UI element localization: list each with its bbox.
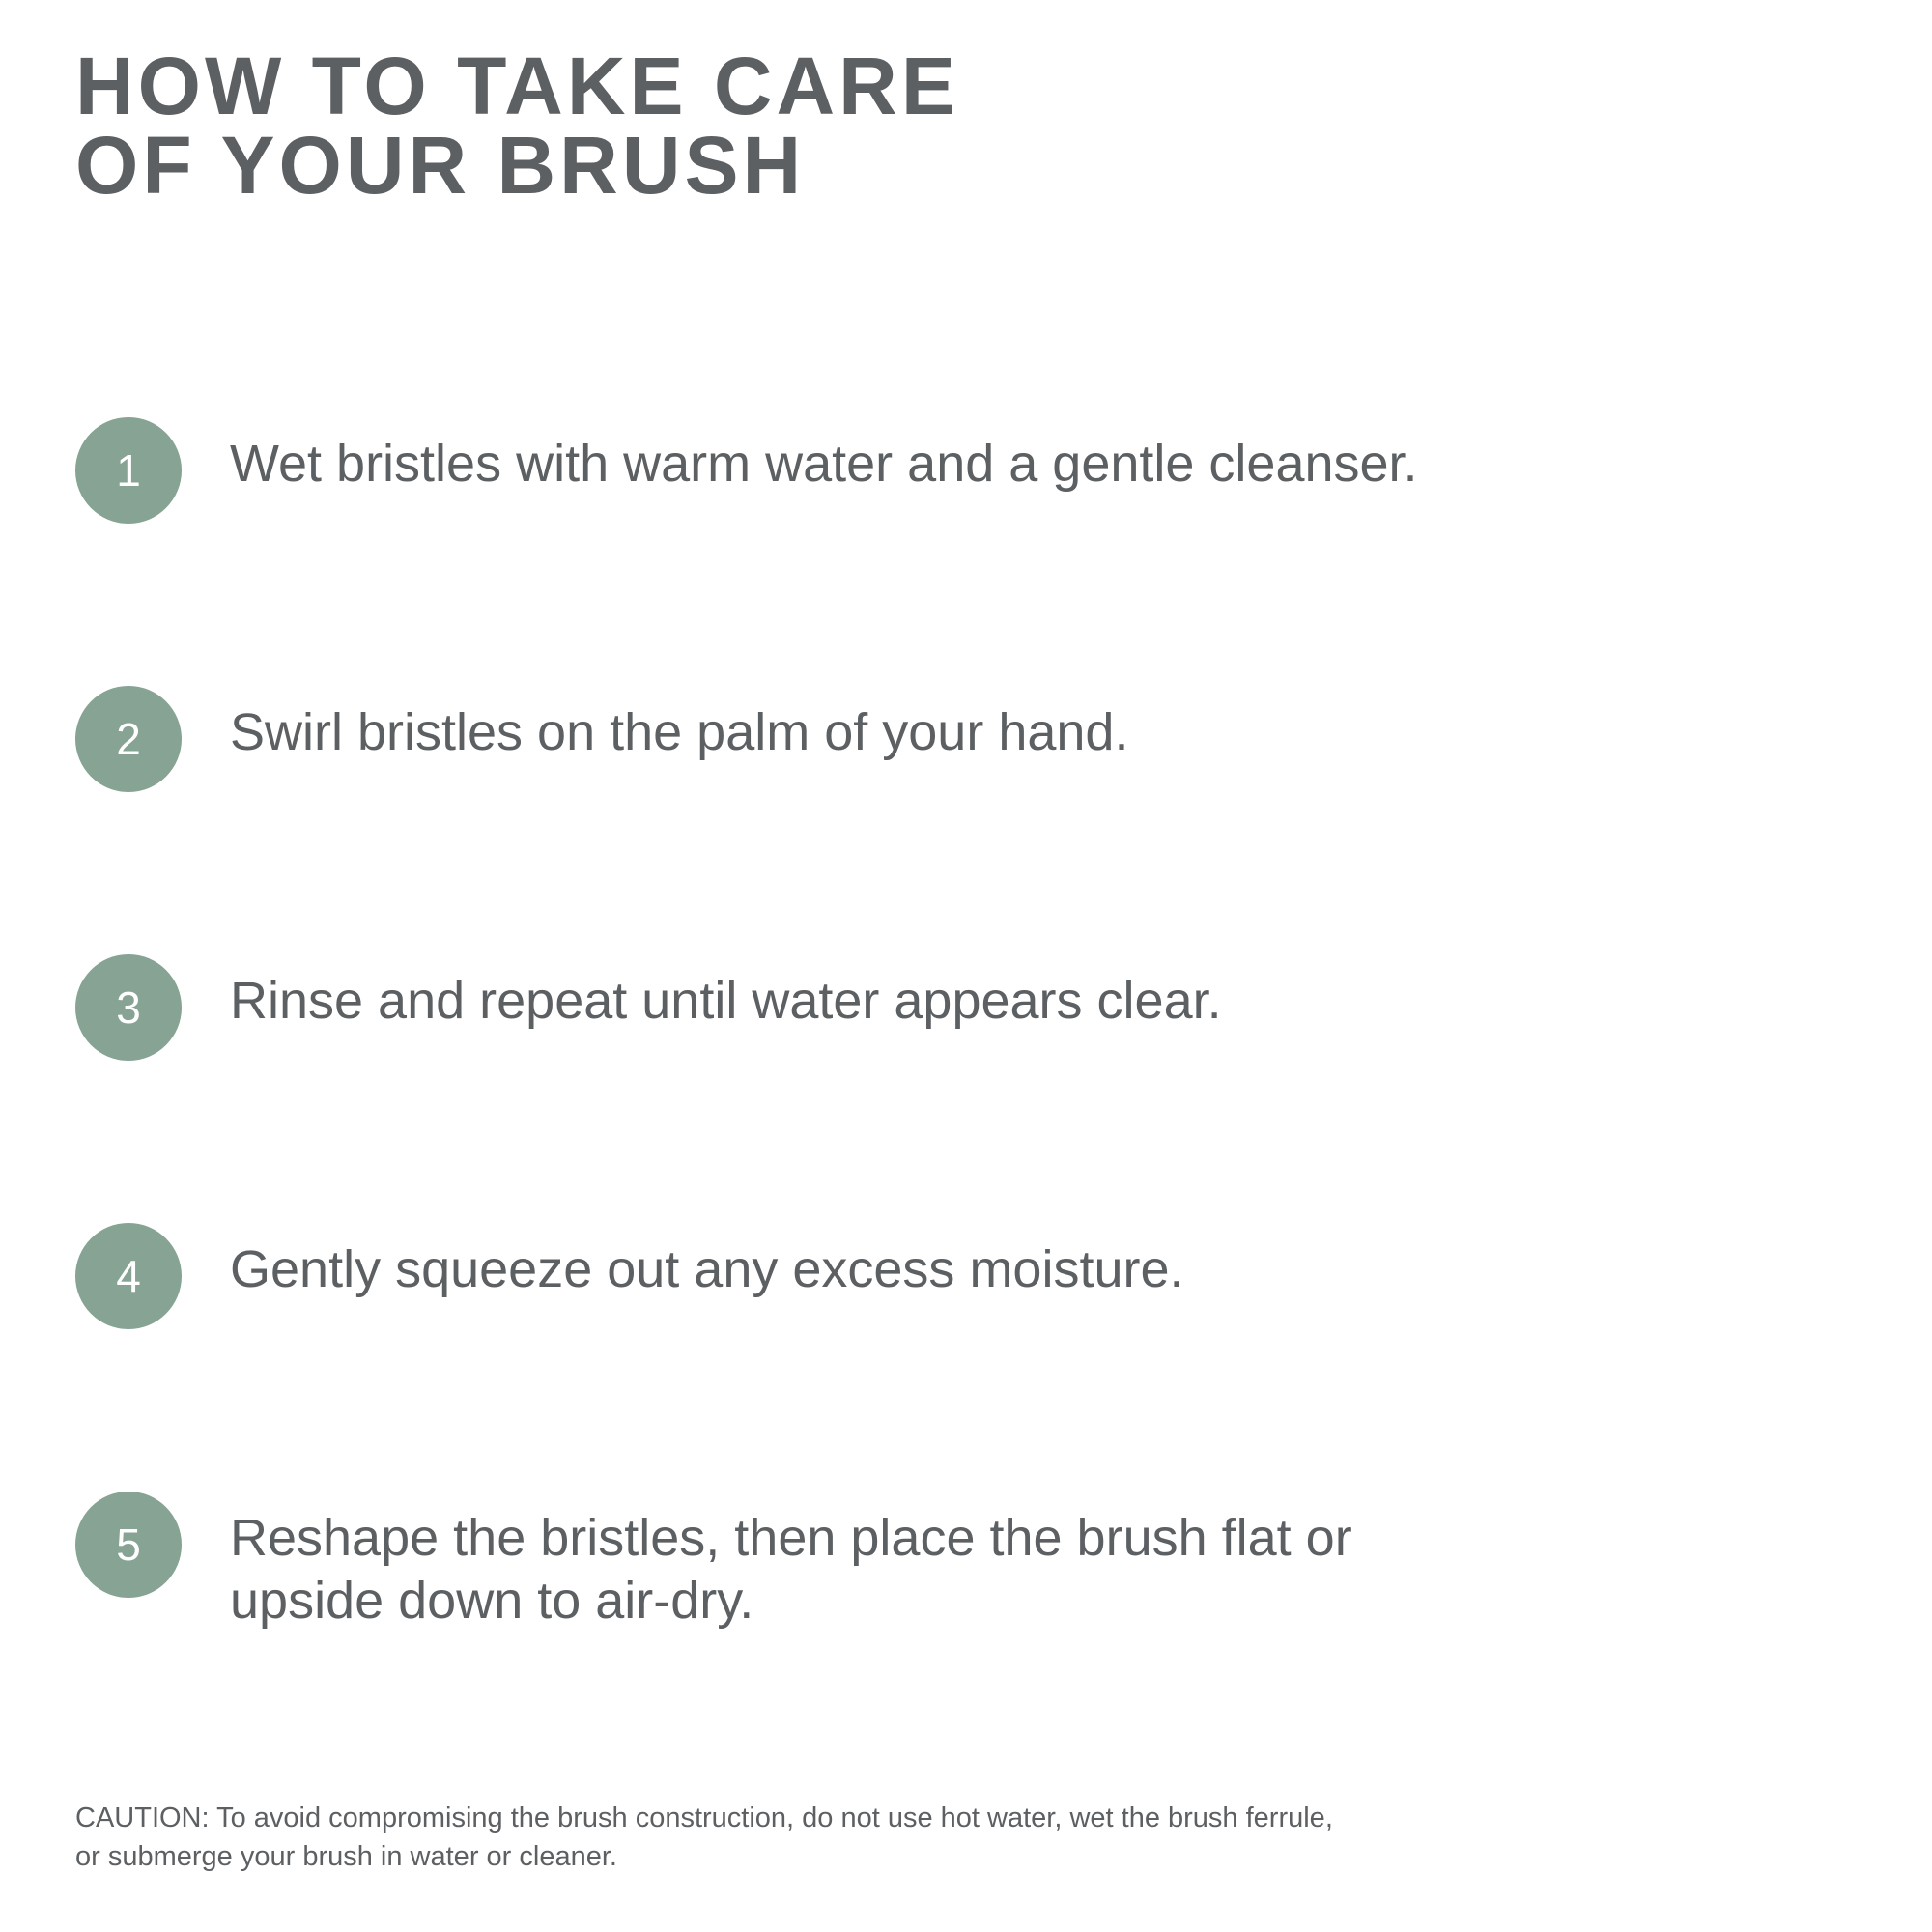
step-number-badge: 2 [75, 686, 182, 792]
caution-line-1: CAUTION: To avoid compromising the brush construction, do not use hot water, wet the brush ferrule, [75, 1803, 1333, 1833]
caution-note [75, 1799, 1824, 1876]
step-number-badge: 1 [75, 417, 182, 524]
step-text: Rinse and repeat until water appears clear. [230, 972, 1222, 1030]
list-item [75, 952, 1853, 1221]
step-number-badge: 3 [75, 954, 182, 1061]
step-text: Reshape the bristles, then place the brush flat or upside down to air-dry. [230, 1509, 1352, 1630]
step-text: Swirl bristles on the palm of your hand. [230, 703, 1129, 761]
list-item [75, 1490, 1853, 1633]
step-text: Wet bristles with warm water and a gentle cleanser. [230, 435, 1418, 493]
step-text: Gently squeeze out any excess moisture. [230, 1240, 1184, 1298]
list-item [75, 415, 1853, 684]
step-number-badge: 5 [75, 1492, 182, 1598]
caution-line-2: or submerge your brush in water or cleaner. [75, 1841, 617, 1873]
page-title [75, 41, 1524, 212]
step-number-badge: 4 [75, 1223, 182, 1329]
list-item [75, 1221, 1853, 1490]
list-item [75, 684, 1853, 952]
page-title-line-2: OF YOUR BRUSH [75, 120, 806, 212]
steps-list [75, 415, 1853, 1633]
page-title-line-1: HOW TO TAKE CARE [75, 41, 959, 131]
